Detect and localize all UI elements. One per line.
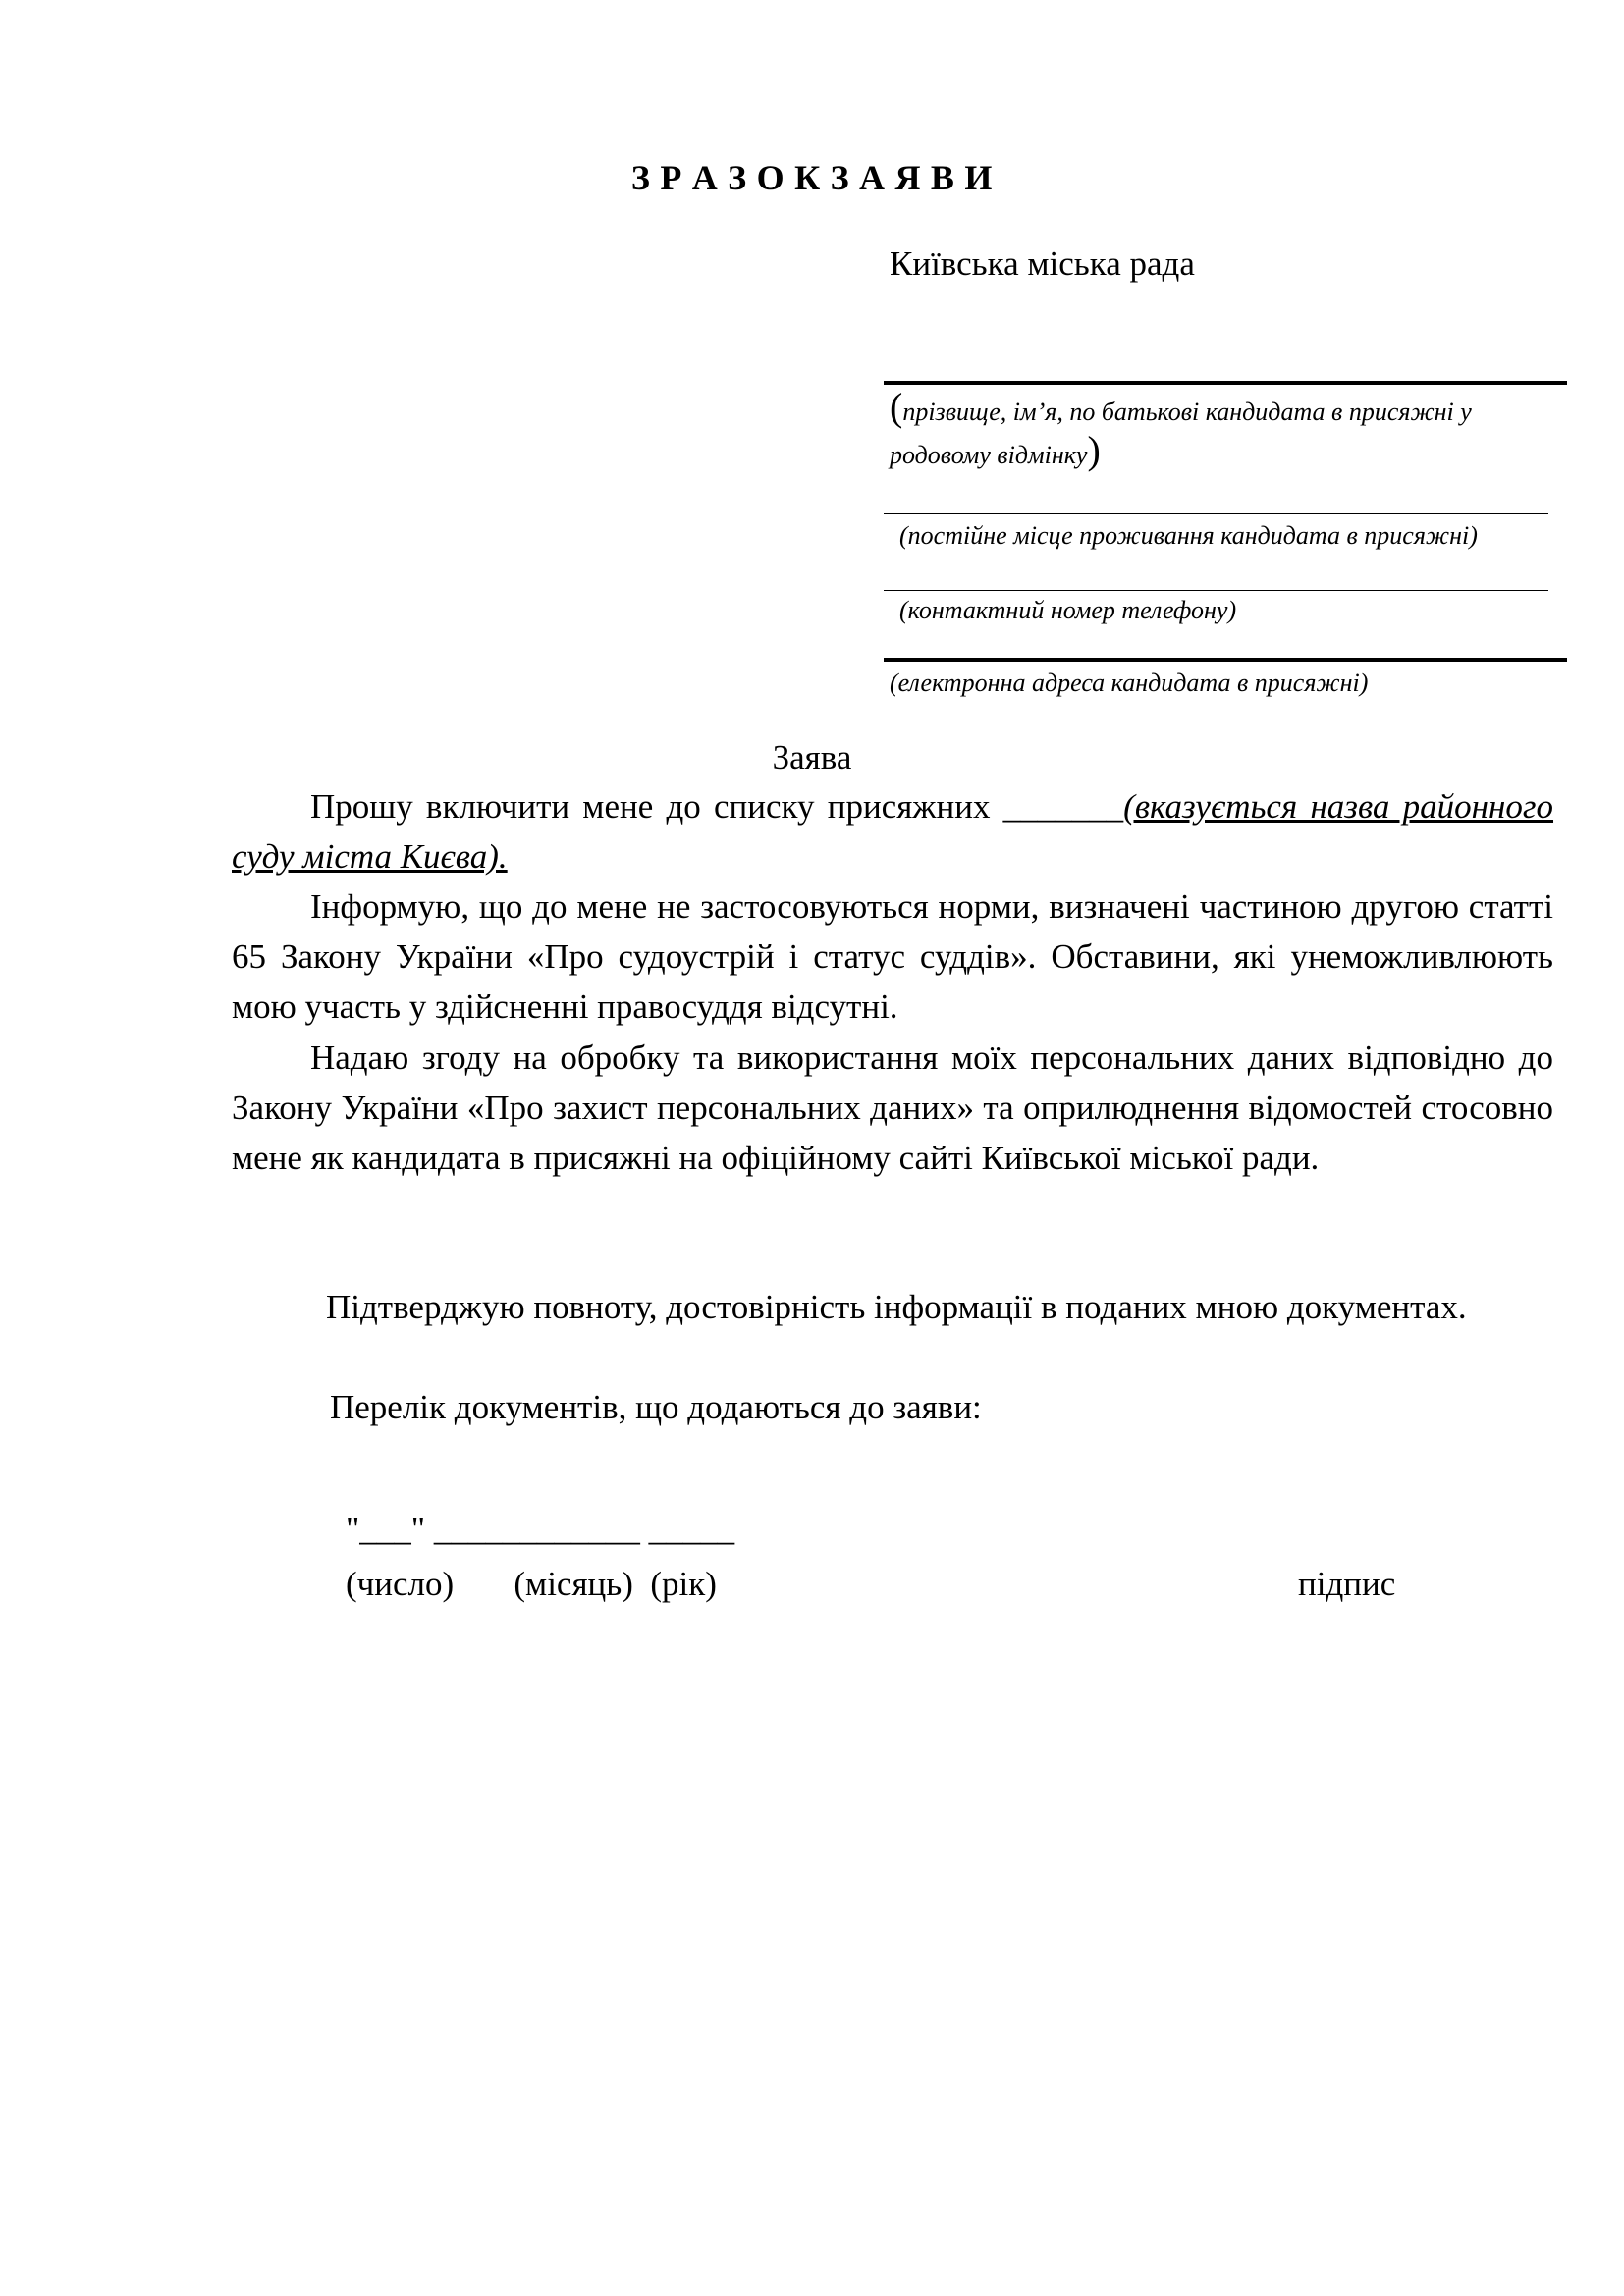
email-caption: (електронна адреса кандидата в присяжні) [890, 668, 1369, 697]
paragraph-information: Інформую, що до мене не застосовуються норми, визначені частиною другою статті 65 Закону України «Про судоустрій і статус суддів». Обставини, які унеможливлюють мою участь у здійсненні правосуддя відсутні. [232, 887, 1553, 1026]
name-caption-line2: родовому відмінку [890, 441, 1088, 469]
document-title: З Р А З О К З А Я В И [630, 158, 994, 197]
name-caption-line1: прізвище, ім’я, по батькові кандидата в присяжні у [902, 398, 1472, 426]
paragraph-confirmation: Підтверджую повноту, достовірність інформації в поданих мною документах. [326, 1288, 1467, 1326]
name-caption: (прізвище, ім’я, по батькові кандидата в присяжні у родовому відмінку) [890, 385, 1472, 472]
paragraph-consent: Надаю згоду на обробку та використання моїх персональних даних відповідно до Закону України «Про захист персональних даних» та оприлюднення відомостей стосовно мене як кандидата в присяжні на офіційному сайті Київської міської ради. [232, 1039, 1553, 1177]
request-text: Прошу включити мене до списку присяжних _______ [310, 787, 1124, 826]
date-labels: (число) (місяць) (рік) [346, 1565, 717, 1603]
addressee: Київська міська рада [890, 244, 1195, 283]
name-field-line [884, 381, 1567, 385]
phone-caption: (контактний номер телефону) [899, 596, 1237, 624]
paragraph-request [232, 781, 1553, 881]
documents-list-heading: Перелік документів, що додаються до заяви: [330, 1388, 982, 1426]
residence-caption: (постійне місце проживання кандидата в присяжні) [899, 521, 1478, 550]
date-blank: "___" ____________ _____ [346, 1510, 735, 1548]
signature-label: підпис [1298, 1565, 1396, 1603]
court-name-placeholder: (вказується назва районного суду міста Києва). [232, 787, 1554, 876]
application-heading: Заява [772, 738, 852, 776]
